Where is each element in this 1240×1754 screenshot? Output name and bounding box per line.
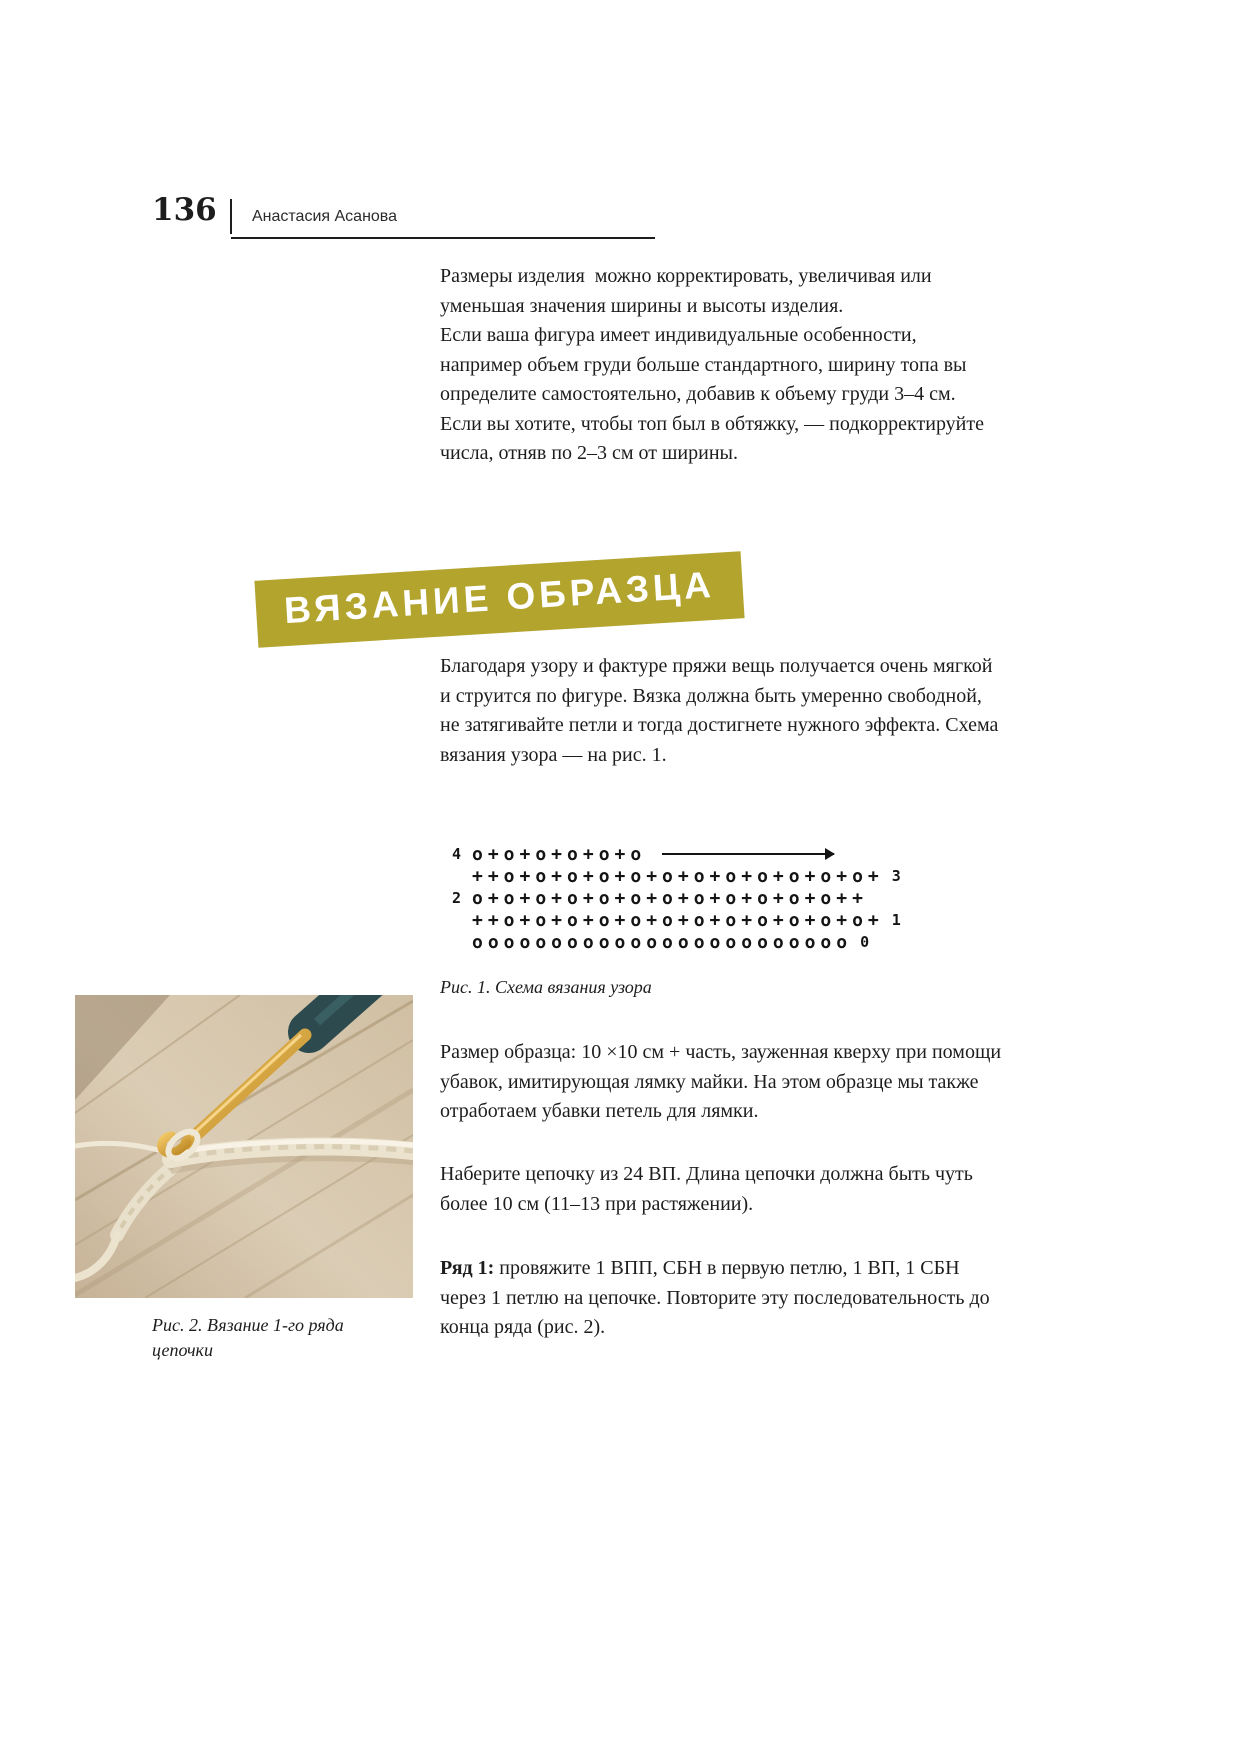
chart-row-symbols: о+о+о+о+о+о+о+о+о+о+о+о++	[472, 887, 868, 909]
chart-row-right-label: 3	[891, 867, 901, 885]
chart-row-right-label: 0	[860, 933, 870, 951]
crochet-chart	[452, 843, 982, 953]
figure1-caption: Рис. 1. Схема вязания узора	[440, 977, 652, 997]
row1-instruction-paragraph	[440, 1254, 1002, 1343]
chart-row-3	[452, 865, 982, 887]
row1-label: Ряд 1:	[440, 1257, 495, 1279]
chart-row-1	[452, 909, 982, 931]
pattern-intro-paragraph: Благодаря узору и фактуре пряжи вещь получается очень мягкой и струится по фигуре. Вязка должна быть умеренно свободной, не затягивайте петли и тогда достигнете нужного эффекта. Схема вязания узора — на рис. 1.	[440, 655, 1004, 766]
intro-paragraph-3: Если вы хотите, чтобы топ был в обтяжку, — подкорректируйте числа, отняв по 2–3 см от ширины.	[440, 412, 989, 464]
pattern-intro-block	[440, 652, 1004, 770]
page-number: 136	[152, 192, 217, 228]
figure2-photo	[75, 995, 413, 1298]
figure2-caption: Рис. 2. Вязание 1-го ряда цепочки	[152, 1315, 344, 1360]
intro-paragraph-1: Размеры изделия можно корректировать, увеличивая или уменьшая значения ширины и высоты изделия.	[440, 265, 937, 317]
header-rule	[231, 237, 655, 239]
chart-row-2	[452, 887, 982, 909]
direction-arrow	[662, 853, 834, 855]
chart-row-4	[452, 843, 982, 865]
chart-row-symbols: о+о+о+о+о+о	[472, 843, 647, 865]
chart-row-foundation-chain	[452, 931, 982, 953]
row1-text: провяжите 1 ВПП, СБН в первую петлю, 1 ВП, 1 СБН через 1 петлю на цепочке. Повторите эту последовательность до конца ряда (рис. 2).	[440, 1257, 995, 1338]
chart-row-symbols: ++о+о+о+о+о+о+о+о+о+о+о+о+	[472, 865, 884, 887]
sample-size-paragraph: Размер образца: 10 ×10 см + часть, зауженная кверху при помощи убавок, имитирующая лямку майки. На этом образце мы также отработаем убавки петель для лямки.	[440, 1041, 1007, 1122]
intro-paragraph-2: Если ваша фигура имеет индивидуальные особенности, например объем груди больше стандартного, ширину топа вы определите самостоятельно, добавив к объему груди 3–4 см.	[440, 324, 972, 405]
chart-row-symbols: ++о+о+о+о+о+о+о+о+о+о+о+о+	[472, 909, 884, 931]
crochet-photo-illustration	[75, 995, 413, 1298]
author-name: Анастасия Асанова	[252, 208, 398, 225]
chart-row-left-label: 2	[452, 889, 462, 907]
intro-text-block	[440, 262, 998, 469]
section-banner	[254, 551, 744, 648]
section-banner-title: ВЯЗАНИЕ ОБРАЗЦА	[283, 563, 716, 632]
chart-row-left-label: 4	[452, 845, 462, 863]
header-vertical-divider	[230, 199, 232, 234]
chart-row-symbols: оооооооооооооооооооооооо	[472, 931, 853, 953]
chart-row-right-label: 1	[891, 911, 901, 929]
chain-instruction-paragraph: Наберите цепочку из 24 ВП. Длина цепочки должна быть чуть более 10 см (11–13 при растяжении).	[440, 1163, 978, 1215]
